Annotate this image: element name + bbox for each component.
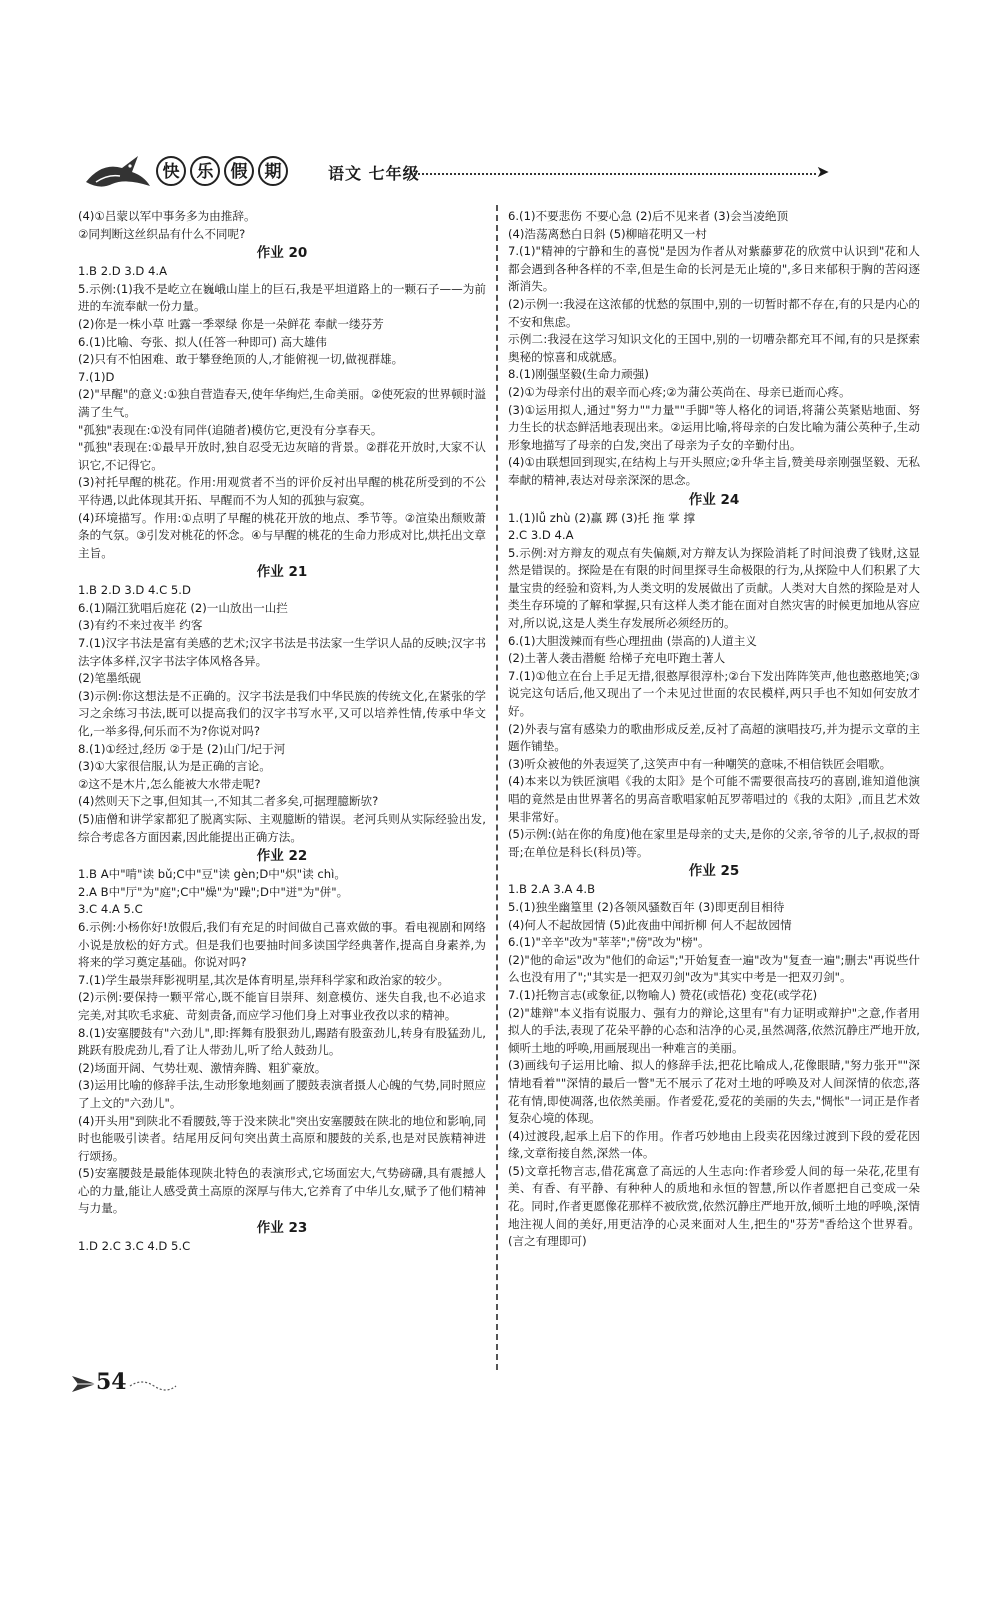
logo-char: 假 [224,156,254,186]
column-divider [496,205,498,1370]
left-answer-column [78,208,486,1256]
answer-line: 1.B 2.D 3.D 4.A [78,264,168,279]
answer-line: (4)①由联想回到现实,在结构上与开头照应;②升华主旨,赞美母亲刚强坚毅、无私奉献的精神,表达对母亲深深的思念。 [508,455,920,487]
answer-line: 1.D 2.C 3.C 4.D 5.C [78,1239,191,1254]
answer-line: (3)听众被他的外表逗笑了,这笑声中有一种嘲笑的意味,不相信铁匠会唱歌。 [508,756,892,771]
logo-char: 期 [258,156,288,186]
answer-line: (4)环境描写。作用:①点明了早醒的桃花开放的地点、季节等。②渲染出颓败萧条的气氛。③引发对桃花的怀念。④与早醒的桃花的生命力形成对比,烘托出文章主旨。 [78,510,486,560]
answer-line: 5.示例:(1)我不是屹立在巍峨山崖上的巨石,我是平坦道路上的一颗石子——为前进的车流奉献一份力量。 [78,281,486,314]
answer-line: (5)示例:(站在你的角度)他在家里是母亲的丈夫,是你的父亲,爷爷的儿子,叔叔的哥哥;在单位是科长(科员)等。 [508,827,920,859]
answer-line: (2)示例:要保持一颗平常心,既不能盲目崇拜、刻意模仿、迷失自我,也不必追求完美,对其吹毛求疵、苛刻责备,而应学习他们身上对事业孜孜以求的精神。 [78,990,486,1022]
answer-line: 2.C 3.D 4.A [508,528,574,543]
answer-line: (2)笔墨纸砚 [78,671,141,686]
answer-line: 8.(1)刚强坚毅(生命力顽强) [508,367,649,382]
answer-line: 6.(1)不要悲伤 不要心急 (2)后不见来者 (3)会当凌绝顶 [508,209,789,223]
logo-char: 乐 [190,156,220,186]
page-number: 54 [96,1369,127,1395]
section-heading: 作业 20 [256,245,308,262]
answer-line: (5)文章托物言志,借花寓意了高远的人生志向:作者珍爱人间的每一朵花,花里有美、有香、有平静、有种种人的质地和永恒的智慧,所以作者愿把自己变成一朵花。同时,作者更愿像花那样不被欣赏,依然沉静庄严地开放,倾听土地的呼唤,深情地注视人间的美好,用更洁净的心灵来面对人生,把生的"芬芳"香给这个世界看。(言之有理即可) [508,1163,920,1249]
answer-line: (5)庙僧和讲学家都犯了脱离实际、主观臆断的错误。老河兵则从实际经验出发,综合考虑各方面因素,因此能提出正确方法。 [78,812,486,844]
answer-line: ②同判断这丝织品有什么不同呢? [78,226,246,241]
answer-line: (3)运用比喻的修辞手法,生动形象地刻画了腰鼓表演者摄人心魄的气势,同时照应了上文的"六劲儿"。 [78,1078,486,1110]
section-heading: 作业 24 [688,491,740,508]
answer-line: (3)示例:你这想法是不正确的。汉字书法是我们中华民族的传统文化,在紧张的学习之余练习书法,既可以提高我们的汉字书写水平,又可以培养性情,传承中华文化,一举多得,何乐而不为?你说对吗? [78,688,486,739]
answer-line: 7.(1)①他立在台上手足无措,很憨厚很淳朴;②台下发出阵阵笑声,他也憨憨地笑;③说完这句话后,他又现出了一个未见过世面的农民模样,两只手也不知如何安放才好。 [508,668,920,719]
answer-line: (5)安塞腰鼓是最能体现陕北特色的表演形式,它场面宏大,气势磅礴,具有震撼人心的力量,能让人感受黄土高原的深厚与伟大,它养育了中华儿女,赋予了他们精神与力量。 [78,1166,486,1216]
logo-char: 快 [156,156,186,186]
answer-line: (2)只有不怕困难、敢于攀登绝顶的人,才能俯视一切,做视群雄。 [78,352,404,367]
page-footer [70,1368,180,1398]
answer-line: (2)①为母亲付出的艰辛而心疼;②为蒲公英尚在、母亲已逝而心疼。 [508,384,851,399]
answer-line: (4)浩荡离愁白日斜 (5)柳暗花明又一村 [508,226,707,241]
answer-line: ②这不是木片,怎么能被大水带走呢? [78,776,261,791]
answer-line: (3)①运用拟人,通过"努力""力量""手脚"等人格化的词语,将蒲公英紧贴地面、努力生长的状态鲜活地表现出来。②运用比喻,将母亲的白发比喻为蒲公英种子,生动形象地描写了母亲的白发,突出了母亲为子女的辛勤付出。 [508,402,920,452]
answer-line: 8.(1)①经过,经历 ②于是 (2)山门/圮于河 [78,741,286,756]
answer-line: (2)示例一:我浸在这浓郁的忧愁的氛围中,别的一切暂时都不存在,有的只是内心的不安和焦虑。 [508,296,920,329]
answer-line: "孤独"表现在:①没有同伴(追随者)模仿它,更没有分享春天。 [78,422,383,437]
section-heading: 作业 23 [256,1220,308,1237]
answer-line: 5.(1)独坐幽篁里 (2)各领风骚数百年 (3)即更刮目相待 [508,899,785,914]
answer-line: 1.(1)lǚ zhù (2)赢 踯 (3)托 拖 掌 撑 [508,510,696,525]
answer-line: 7.(1)"精神的宁静和生的喜悦"是因为作者从对紫藤萝花的欣赏中认识到"花和人都会遇到各种各样的不幸,但是生命的长河是无止境的",多日来郁积于胸的苦闷逐渐消失。 [508,244,920,294]
answer-line: (4)开头用"到陕北不看腰鼓,等于没来陕北"突出安塞腰鼓在陕北的地位和影响,同时也能吸引读者。结尾用反问句突出黄土高原和腰鼓的关系,也是对民族精神进行颂扬。 [78,1113,486,1163]
answer-line: 6.示例:小杨你好!放假后,我们有充足的时间做自己喜欢做的事。看电视剧和网络小说是放松的好方式。但是我们也要抽时间多读国学经典著作,提高自身素养,为将来的学习奠定基础。你说对吗? [78,919,486,970]
answer-line: (3)有约不来过夜半 约客 [78,618,203,633]
subject-grade: 语文 七年级 [328,164,420,183]
answer-line: 8.(1)安塞腰鼓有"六劲儿",即:挥舞有股狠劲儿,踢踏有股蛮劲儿,转身有股猛劲儿,跳跃有股虎劲儿,看了让人带劲儿,听了给人鼓劲儿。 [78,1025,486,1058]
paper-plane-icon [70,1372,98,1394]
logo-title [156,156,292,186]
header-dotted-rule [406,173,816,175]
section-heading: 作业 22 [256,848,308,865]
answer-line: 7.(1)托物言志(或象征,以物喻人) 赞花(或悟花) 变花(或学花) [508,987,818,1002]
answer-line: (2)外表与富有感染力的歌曲形成反差,反衬了高超的演唱技巧,并为提示文章的主题作铺垫。 [508,721,920,754]
section-heading: 作业 25 [688,863,740,880]
answer-line: (3)画线句子运用比喻、拟人的修辞手法,把花比喻成人,花像眼睛,"努力张开""深情地看着""深情的最后一瞥"无不展示了花对土地的呼唤及对人间深情的依恋,落花有情,即使凋落,也依然美丽。作者爱花,爱花的美丽的失去,"惆怅"一词正是作者复杂心境的体现。 [508,1058,920,1126]
answer-line: 7.(1)D [78,369,115,384]
answer-line: 2.A B中"厅"为"庭";C中"燥"为"躁";D中"迸"为"併"。 [78,884,349,899]
answer-line: (2)"早醒"的意义:①独自营造春天,使年华绚烂,生命美丽。②使死寂的世界顿时溢满了生气。 [78,387,486,419]
answer-line: 1.B 2.D 3.D 4.C 5.D [78,583,191,598]
answer-line: (2)"他的命运"改为"他们的命运";"开始复查一遍"改为"复查一遍";删去"再说些什么也没有用了";"其实是一把双刃剑"改为"其实中考是一把双刃剑"。 [508,952,920,985]
answer-line: 7.(1)汉字书法是富有美感的艺术;汉字书法是书法家一生学识人品的反映;汉字书法字体多样,汉字书法字体风格各异。 [78,636,486,668]
section-heading: 作业 21 [256,564,308,581]
dotted-swirl-icon [128,1378,178,1394]
answer-line: (2)场面开阔、气势壮观、激情奔腾、粗犷豪放。 [78,1060,327,1075]
answer-line: 6.(1)比喻、夸张、拟人(任答一种即可) 高大雄伟 [78,334,327,349]
arrow-right-icon: ➤ [816,162,830,181]
right-answer-column [508,208,920,1251]
page-header [70,148,920,198]
answer-line: 7.(1)学生最崇拜影视明星,其次是体育明星,崇拜科学家和政治家的较少。 [78,972,450,987]
answer-line: (3)①大家很信服,认为是正确的言论。 [78,759,271,774]
answer-line: 1.B 2.A 3.A 4.B [508,882,596,897]
answer-line: 6.(1)"辛辛"改为"莘莘";"傍"改为"榜"。 [508,935,710,950]
answer-line: 6.(1)隔江犹唱后庭花 (2)一山放出一山拦 [78,600,288,615]
answer-line: (4)①吕蒙以军中事务多为由推辞。 [78,209,256,223]
answer-line: 6.(1)大胆泼辣而有些心理扭曲 (崇高的)人道主义 [508,633,757,648]
answer-line: (2)土著人袭击潜艇 给梯子充电吓跑土著人 [508,651,726,666]
answer-line: (4)何人不起故园情 (5)此夜曲中闻折柳 何人不起故园情 [508,917,792,932]
answer-line: (2)你是一株小草 吐露一季翠绿 你是一朵鲜花 奉献一缕芬芳 [78,316,384,331]
answer-line: (3)衬托早醒的桃花。作用:用观赏者不当的评价反衬出早醒的桃花所受到的不公平待遇,以此体现其开拓、早醒而不为人知的孤独与寂寞。 [78,475,486,507]
answer-line: (4)过渡段,起承上启下的作用。作者巧妙地由上段卖花因缘过渡到下段的爱花因缘,文章衔接自然,深然一体。 [508,1128,920,1161]
bird-logo-icon [82,152,152,192]
answer-line: 示例二:我浸在这学习知识文化的王国中,别的一切嘈杂都充耳不闻,有的只是探索奥秘的惊喜和成就感。 [508,332,920,364]
answer-line: 1.B A中"啃"读 bǔ;C中"豆"读 gèn;D中"炽"读 chì。 [78,867,346,882]
answer-line: "孤独"表现在:①最早开放时,独自忍受无边灰暗的背景。②群花开放时,大家不认识它,不记得它。 [78,440,486,472]
answer-line: 3.C 4.A 5.C [78,902,143,917]
answer-line: 5.示例:对方辩友的观点有失偏颇,对方辩友认为探险消耗了时间浪费了钱财,这显然是错误的。探险是在有限的时间里探寻生命极限的行为,从探险中人们积累了大量宝贵的经验和资料,为人类文明的发展做出了贡献。人类对大自然的探险是对人类生存环境的了解和掌握,只有这样人类才能在面对自然灾害的时候更加地从容应对,所以说,这是人类生存发展所必须经历的。 [508,545,920,631]
answer-line: (2)"雄辩"本义指有说服力、强有力的辩论,这里有"有力证明或辩护"之意,作者用拟人的手法,表现了花朵平静的心态和洁净的心灵,虽然凋落,依然沉静庄严地开放,倾听土地的呼唤,用画展现出一种难言的美丽。 [508,1005,920,1055]
answer-line: (4)本来以为铁匠演唱《我的太阳》是个可能不需要很高技巧的喜剧,谁知道他演唱的竟然是由世界著名的男高音歌唱家帕瓦罗蒂唱过的《我的太阳》,而且艺术效果非常好。 [508,774,920,824]
answer-line: (4)然则天下之事,但知其一,不知其二者多矣,可据理臆断欤? [78,794,379,809]
